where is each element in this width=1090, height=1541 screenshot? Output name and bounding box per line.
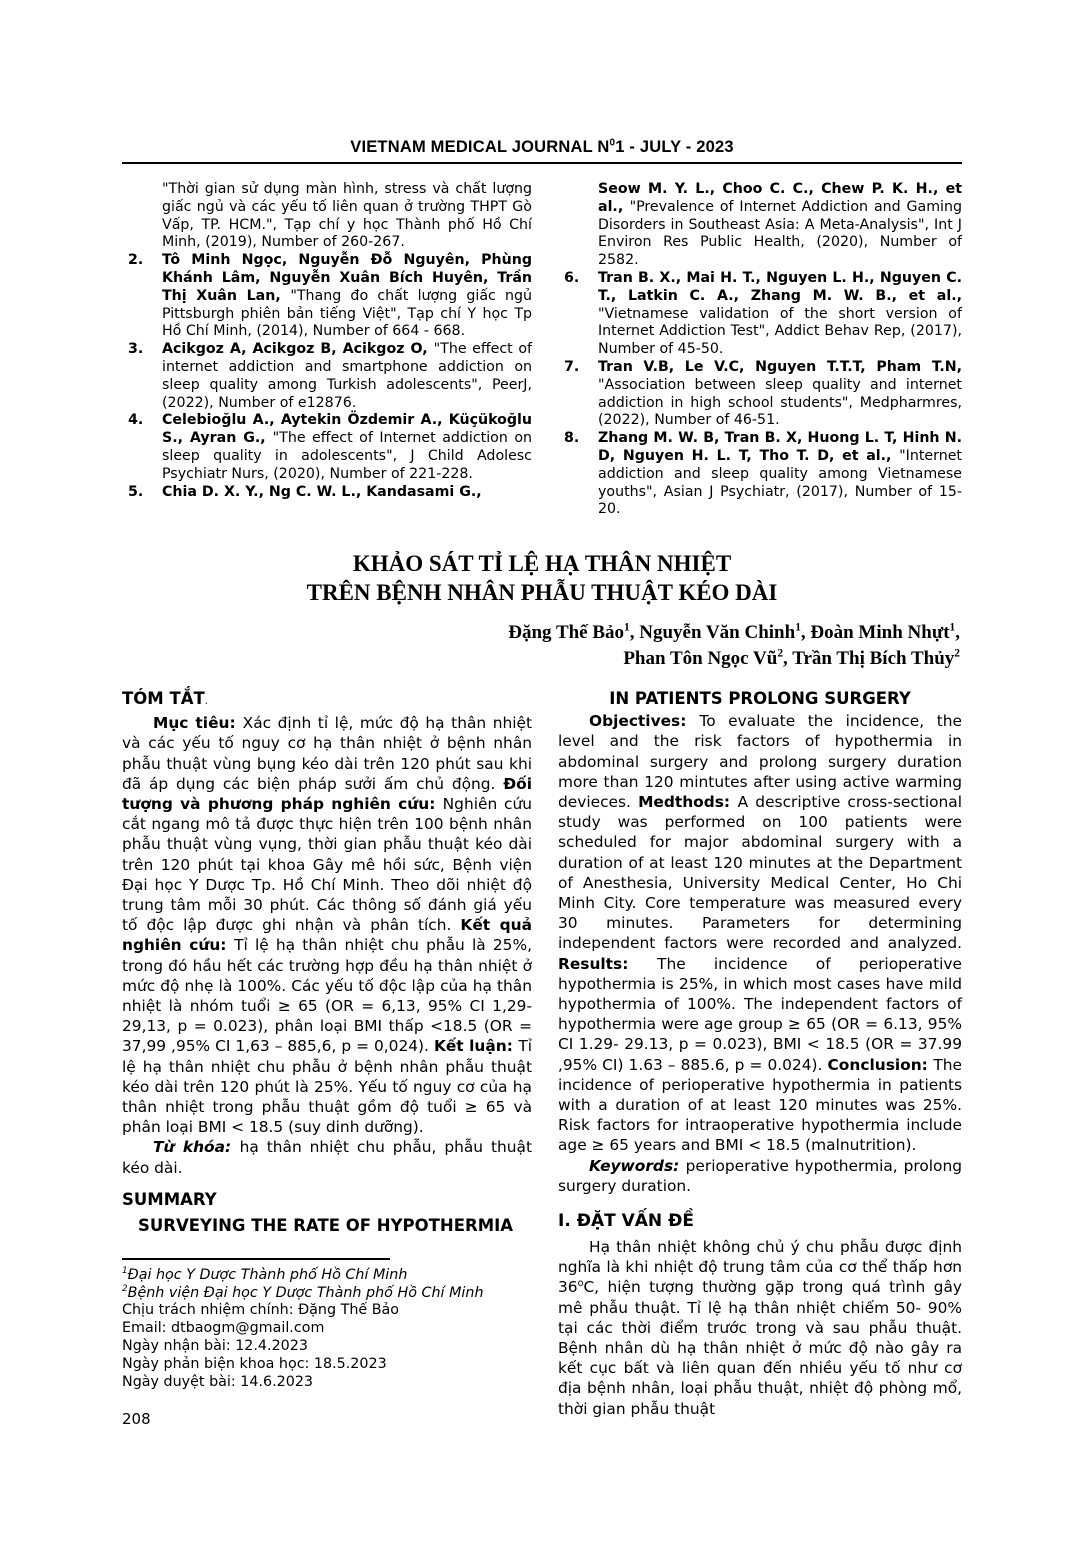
keywords-vi [122, 1137, 532, 1177]
abstract-vi-label-objectives: Mục tiêu: [153, 714, 243, 733]
reference-authors: Tran B. X., Mai H. T., Nguyen L. H., Nguyen C. T., Latkin C. A., Zhang M. W. B., et al., [598, 269, 962, 304]
abstract-vi-label-conclusion: Kết luận: [433, 1037, 519, 1056]
introduction-text: Hạ thân nhiệt không chủ ý chu phẫu được định nghĩa là khi nhiệt độ trung tâm của cơ thể thấp hơn 36 [558, 1238, 962, 1297]
abstract-en-label-methods: Medthods: [638, 792, 738, 811]
author-name: , Trần Thị Bích Thủy [783, 648, 955, 670]
footnote-email: Email: dtbaogm@gmail.com [122, 1320, 325, 1337]
article-authors [122, 620, 962, 672]
abstract-vi-heading-text: TÓM TẮT [122, 689, 205, 709]
introduction-paragraph [558, 1237, 962, 1419]
footnote-superscript: 2 [122, 1283, 128, 1294]
abstract-vi-heading-dot: . [204, 696, 208, 708]
abstract-vi-text: Tỉ lệ hạ thân nhiệt chu phẫu ở bệnh nhân phẫu thuật kéo dài trên 120 phút là 25%. Yếu tố nguy cơ của hạ thân nhiệt trong phẫu thuật gồm độ tuổi ≥ 65 và phân loại BMI < 18.5 (suy dinh dưỡng). [122, 1037, 532, 1137]
reference-number: 6. [564, 269, 580, 286]
reference-item-7 [558, 359, 962, 430]
keywords-en-text: perioperative hypothermia, prolong surgery duration. [558, 1156, 962, 1195]
reference-authors: Tran V.B, Le V.C, Nguyen T.T.T, Pham T.N, [598, 358, 962, 375]
reference-item-4 [122, 412, 532, 483]
summary-subtitle-line1: SURVEYING THE RATE OF HYPOTHERMIA [138, 1215, 514, 1235]
reference-text: "Internet addiction and sleep quality among Vietnamese youths", Asian J Psychiatr, (2017), Number of 15-20. [598, 447, 962, 518]
body-section [122, 688, 962, 1429]
reference-number: 2. [128, 252, 144, 269]
author-name: Phan Tôn Ngọc Vũ [623, 648, 778, 670]
footnote-date-reviewed: Ngày phản biện khoa học: 18.5.2023 [122, 1355, 387, 1372]
reference-item-5-continuation [558, 181, 962, 270]
keywords-vi-label: Từ khóa: [153, 1138, 240, 1157]
reference-number: 8. [564, 430, 580, 447]
article-title-line1: KHẢO SÁT TỈ LỆ HẠ THÂN NHIỆT [352, 551, 732, 577]
references-left-column [122, 181, 532, 519]
reference-text: "Thời gian sử dụng màn hình, stress và chất lượng giấc ngủ và các yếu tố liên quan ở trường THPT Gò Vấp, TP. HCM.", Tạp chí y học Thành phố Hồ Chí Minh, (2019), Number of 260-267. [162, 181, 532, 251]
footnote-date-accepted: Ngày duyệt bài: 14.6.2023 [122, 1373, 314, 1390]
author-name: Đặng Thế Bảo [508, 622, 625, 644]
journal-header-text: VIETNAM MEDICAL JOURNAL N [350, 138, 610, 156]
footnote-corresponding-author: Chịu trách nhiệm chính: Đặng Thế Bảo [122, 1302, 400, 1319]
abstract-en-label-conclusion: Conclusion: [827, 1055, 934, 1074]
abstract-en-label-objectives: Objectives: [589, 712, 700, 731]
author-affiliation-superscript: 1 [624, 621, 630, 634]
reference-item-1-continuation [122, 181, 532, 252]
footnote-rule [122, 1258, 390, 1260]
reference-text: "The effect of Internet addiction on sleep quality in adolescents", J Child Adolesc Psychiatr Nurs, (2020), Number of 221-228. [162, 430, 532, 482]
header-rule [122, 162, 962, 164]
reference-number: 5. [128, 483, 144, 500]
abstract-en-paragraph [558, 711, 962, 1155]
footnotes-block [122, 1258, 532, 1392]
abstract-vi-paragraph [122, 713, 532, 1137]
reference-text: "Thang đo chất lượng giấc ngủ Pittsburgh phiên bản tiếng Việt", Tạp chí Y học Tp Hồ Chí Minh, (2014), Number of 664 - 668. [162, 287, 533, 340]
page-number: 208 [122, 1410, 151, 1429]
journal-header-text2: 1 - JULY - 2023 [615, 138, 734, 156]
article-title-line2: TRÊN BỆNH NHÂN PHẪU THUẬT KÉO DÀI [306, 580, 778, 606]
abstract-en-text: The incidence of perioperative hypothermia in patients with a duration of at least 120 minutes was 25%. Risk factors for intraoperative hypothermia include age ≥ 65 years and BMI < 18.5 (malnutrition). [558, 1055, 962, 1155]
reference-item-5 [122, 484, 532, 502]
author-affiliation-superscript: 2 [954, 647, 960, 660]
author-name: , [955, 622, 960, 644]
author-affiliation-superscript: 2 [777, 647, 784, 660]
introduction-text: C, hiện tượng thường gặp trong quá trình gây mê phẫu thuật. Tỉ lệ hạ thân nhiệt chiếm 50- 90% tại các thời điểm trước trong và sau phẫu thuật. Bệnh nhân dù hạ thân nhiệt ở mức độ nào gây ra kết cục bất và liên quan đến nhiều yếu tố như cơ địa bệnh nhân, loại phẫu thuật, nhiệt độ phòng mổ, thời gian phẫu thuật [558, 1278, 962, 1418]
references-section [122, 181, 962, 519]
footnote-affiliation-1 [122, 1267, 532, 1285]
reference-authors: Acikgoz A, Acikgoz B, Acikgoz O, [162, 341, 434, 358]
reference-item-6 [558, 270, 962, 359]
abstract-vi-text: Xác định tỉ lệ, mức độ hạ thân nhiệt và các yếu tố nguy cơ hạ thân nhiệt ở bệnh nhân phẫu thuật vùng bụng kéo dài trên 120 phút sau khi đã áp dụng các biện pháp sưởi ấm chủ động. [122, 714, 533, 793]
keywords-vi-text: hạ thân nhiệt chu phẫu, phẫu thuật kéo dài. [122, 1138, 533, 1177]
reference-authors: Seow M. Y. L., Choo C. C., Chew P. K. H., et al., [598, 181, 962, 215]
footnote-affiliation-2 [122, 1285, 532, 1303]
summary-subtitle-line2: IN PATIENTS PROLONG SURGERY [609, 689, 911, 709]
abstract-vi-text: Nghiên cứu cắt ngang mô tả được thực hiện trên 100 bệnh nhân phẫu thuật vùng vụng, thời gian phẫu thuật kéo dài trên 120 phút tại khoa Gây mê hồi sức, Bệnh viện Đại học Y Dược Tp. Hồ Chí Minh. Theo dõi nhiệt độ trung tâm mỗi 30 phút. Các thông số đánh giá yếu tố độc lập được ghi nhận và phân tích. [122, 794, 533, 935]
journal-header-superscript: 0 [609, 137, 616, 149]
author-name: , Đoàn Minh Nhựt [800, 622, 950, 644]
reference-number: 7. [564, 358, 580, 375]
author-affiliation-superscript: 1 [949, 621, 956, 634]
abstract-en-text: The incidence of perioperative hypothermia is 25%, in which most cases have mild hypothermia of 100%. The independent factors of hypothermia were age group ≥ 65 (OR = 6.13, 95% CI 1.29- 29.13, p = 0.023), BMI < 18.5 (OR = 37.99 ,95% CI) 1.63 – 885.6, p = 0.024). [558, 954, 962, 1074]
article-title [122, 549, 962, 607]
reference-authors: Chia D. X. Y., Ng C. W. L., Kandasami G., [162, 483, 482, 500]
references-right-column [558, 181, 962, 519]
keywords-en-label: Keywords: [589, 1156, 686, 1175]
author-name: , Nguyễn Văn Chinh [629, 622, 796, 644]
body-left-column [122, 688, 532, 1429]
reference-number: 4. [128, 412, 144, 429]
abstract-vi-label-results: Kết quả nghiên cứu: [122, 916, 532, 955]
abstract-vi-label-methods: Đối tượng và phương pháp nghiên cứu: [122, 774, 532, 813]
footnote-affiliation-text: Đại học Y Dược Thành phố Hồ Chí Minh [127, 1266, 408, 1283]
article-authors-line2 [122, 646, 960, 672]
footnote-date-received: Ngày nhận bài: 12.4.2023 [122, 1338, 308, 1354]
footnote-superscript: 1 [122, 1266, 128, 1277]
footnote-affiliation-text: Bệnh viện Đại học Y Dược Thành phố Hồ Chí Minh [127, 1284, 484, 1301]
reference-item-2 [122, 252, 532, 341]
reference-text: "Vietnamese validation of the short version of Internet Addiction Test", Addict Behav Rep, (2017), Number of 45-50. [598, 305, 962, 358]
body-right-column [558, 688, 962, 1429]
abstract-vi-text: Tỉ lệ hạ thân nhiệt chu phẫu là 25%, trong đó hầu hết các trường hợp đều hạ thân nhiệt ở mức độ nhẹ là 100%. Các yếu tố độc lập của hạ thân nhiệt là nhóm tuổi ≥ 65 (OR = 6,13, 95% CI 1,29- 29,13, p = 0.023), phân loại BMI thấp <18.5 (OR = 37,99 ,95% CI 1,63 – 885,6, p = 0,024). [122, 936, 532, 1056]
reference-item-3 [122, 341, 532, 412]
reference-authors: Tô Minh Ngọc, Nguyễn Đỗ Nguyên, Phùng Khánh Lâm, Nguyễn Xuân Bích Huyên, Trần Thị Xuân Lan, [162, 252, 532, 304]
abstract-en-text: A descriptive cross-sectional study was performed on 100 patients were scheduled for major abdominal surgery with a duration of at least 120 minutes at the Department of Anesthesia, University Medical Center, Ho Chi Minh City. Core temperature was measured every 30 minutes. Parameters for determining independent factors were recorded and analyzed. [558, 792, 963, 953]
journal-header [122, 138, 962, 157]
keywords-en [558, 1156, 962, 1196]
reference-authors: Celebioğlu A., Aytekin Özdemir A., Küçükoğlu S., Ayran G., [162, 412, 532, 447]
reference-number: 3. [128, 341, 144, 358]
abstract-en-label-results: Results: [558, 954, 658, 973]
reference-text: "Association between sleep quality and internet addiction in high school students", Medpharmres, (2022), Number of 46-51. [598, 376, 962, 429]
abstract-vi-heading [122, 688, 532, 713]
article-authors-line1 [122, 620, 960, 646]
reference-item-8 [558, 430, 962, 519]
reference-authors: Zhang M. W. B, Tran B. X, Huong L. T, Hinh N. D, Nguyen H. L. T, Tho T. D, et al., [598, 430, 962, 464]
reference-text: "The effect of internet addiction and smartphone addiction on sleep quality among Turkish adolescents", PeerJ, (2022), Number of e12876. [162, 341, 532, 411]
introduction-heading: I. ĐẶT VẤN ĐỀ [558, 1211, 694, 1232]
degree-superscript: o [577, 1278, 584, 1290]
author-affiliation-superscript: 1 [795, 621, 801, 634]
abstract-en-text: To evaluate the incidence, the level and the risk factors of hypothermia in abdominal surgery and prolong surgery duration more than 120 mintutes after using active warming devieces. [558, 712, 962, 811]
summary-heading: SUMMARY [122, 1189, 217, 1209]
reference-text: "Prevalence of Internet Addiction and Gaming Disorders in Southeast Asia: A Meta-Analysis", Int J Environ Res Public Health, (2020), Number of 2582. [598, 198, 963, 269]
